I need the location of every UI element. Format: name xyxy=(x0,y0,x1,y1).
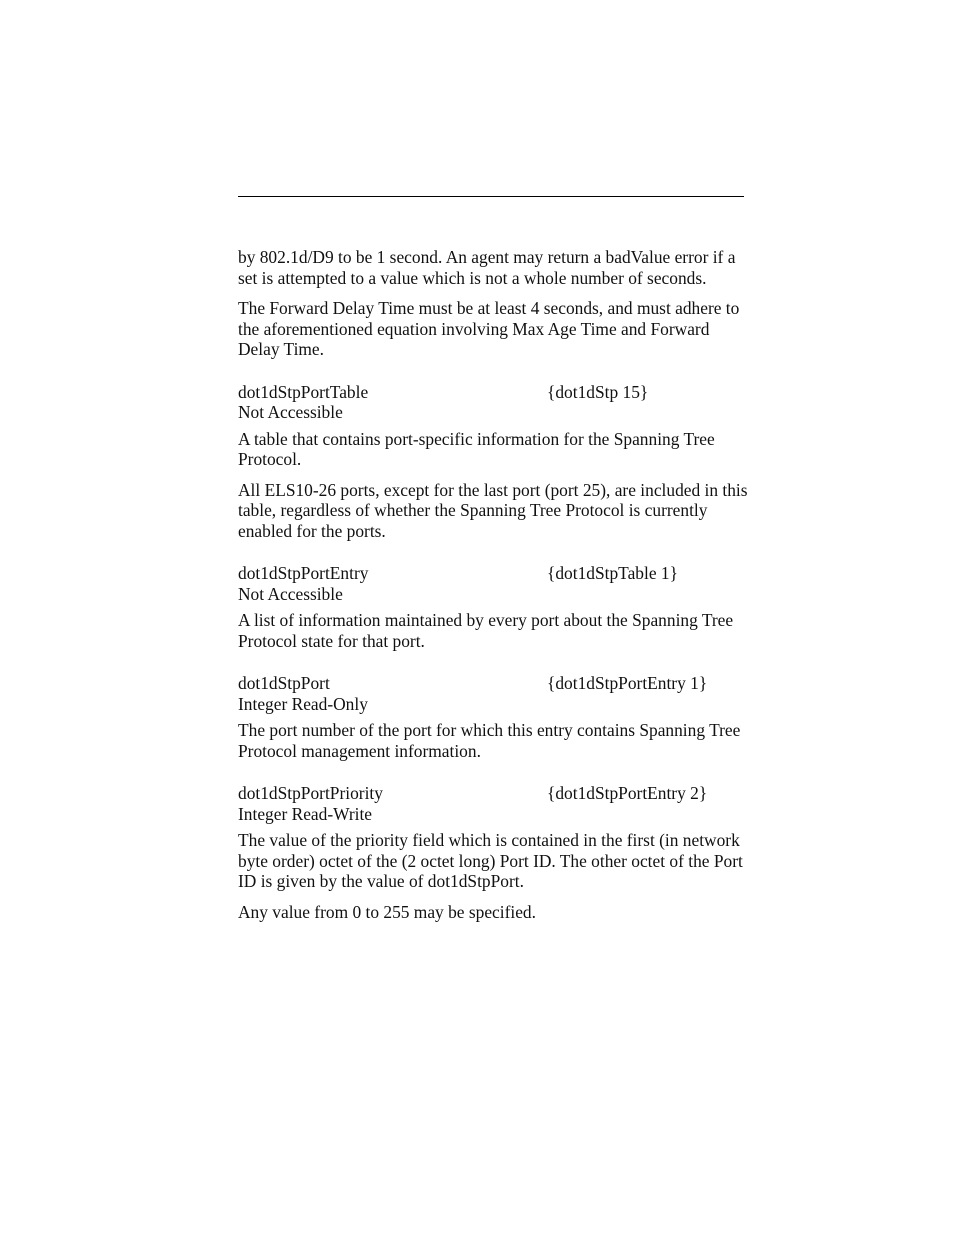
object-oid: {dot1dStpPortEntry 1} xyxy=(547,673,708,693)
object-description: Any value from 0 to 255 may be specified. xyxy=(238,901,536,922)
object-access: Not Accessible xyxy=(238,583,343,604)
mib-entry-dot1dStpPortEntry xyxy=(238,563,748,651)
object-access: Not Accessible xyxy=(238,402,343,422)
object-access: Integer Read-Only xyxy=(238,693,368,714)
object-access: Integer Read-Write xyxy=(238,803,373,824)
entry-heading xyxy=(238,563,748,584)
object-description: All ELS10-26 ports, except for the last port (port 25), are included in this table, regardless of whether the Spanning Tree Protocol is currently enabled for the ports. xyxy=(238,479,748,541)
entry-heading xyxy=(238,382,748,403)
object-name: dot1dStpPortTable xyxy=(238,381,369,402)
object-oid: {dot1dStpTable 1} xyxy=(547,563,678,583)
object-name: dot1dStpPort xyxy=(238,673,330,693)
intro-paragraph: The Forward Delay Time must be at least 4 seconds, and must adhere to the aforementioned equation involving Max Age Time and Forward Delay Time. xyxy=(238,298,740,359)
intro-paragraph: by 802.1d/D9 to be 1 second. An agent may return a badValue error if a set is attempted to a value which is not a whole number of seconds. xyxy=(238,247,736,288)
object-oid: {dot1dStpPortEntry 2} xyxy=(547,783,708,803)
mib-entry-dot1dStpPort xyxy=(238,673,748,761)
object-description: The port number of the port for which this entry contains Spanning Tree Protocol management information. xyxy=(238,720,741,761)
mib-entry-dot1dStpPortTable xyxy=(238,382,748,542)
entry-heading xyxy=(238,783,748,804)
mib-entry-dot1dStpPortPriority xyxy=(238,783,748,922)
object-name: dot1dStpPortEntry xyxy=(238,563,369,583)
object-description: A list of information maintained by every port about the Spanning Tree Protocol state for that port. xyxy=(238,610,734,651)
object-description: A table that contains port-specific information for the Spanning Tree Protocol. xyxy=(238,428,715,469)
header-rule xyxy=(238,196,744,197)
page-body xyxy=(238,247,748,922)
object-description: The value of the priority field which is contained in the first (in network byte order) octet of the (2 octet long) Port ID. The other octet of the Port ID is given by the value of dot1dStpPort. xyxy=(238,830,743,891)
object-name: dot1dStpPortPriority xyxy=(238,783,383,803)
object-oid: {dot1dStp 15} xyxy=(547,381,649,402)
entry-heading xyxy=(238,673,748,694)
